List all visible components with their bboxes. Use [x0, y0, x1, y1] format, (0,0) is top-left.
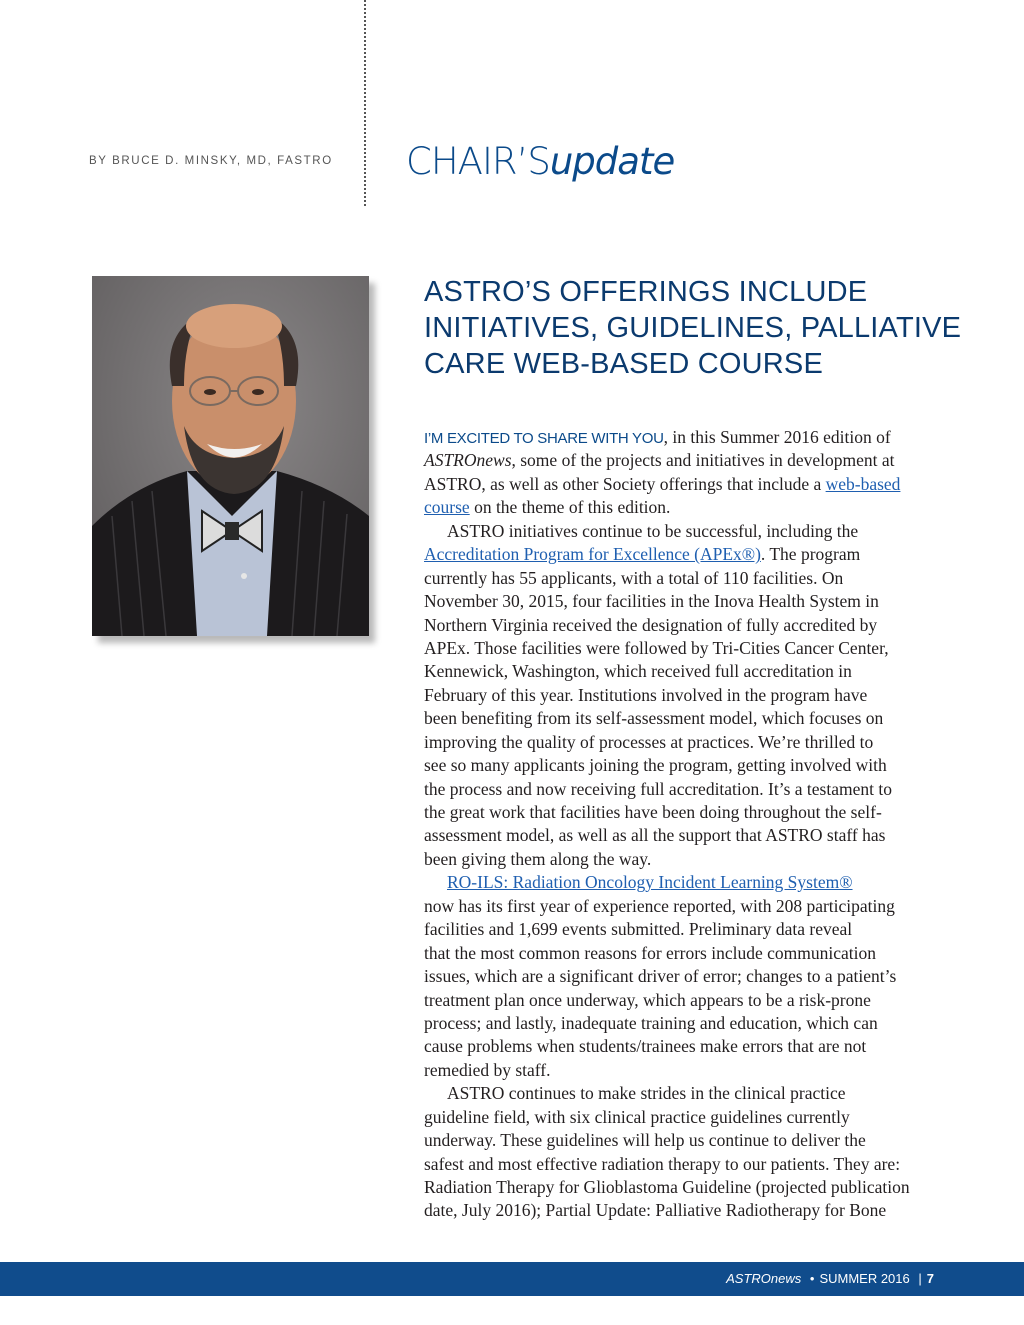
author-photo	[92, 276, 369, 636]
lead-in: I’M EXCITED TO SHARE WITH YOU	[424, 430, 664, 447]
body-line: been giving them along the way.	[424, 848, 652, 869]
body-line: Kennewick, Washington, which received full accreditation in	[424, 661, 852, 682]
body-line: treatment plan once underway, which appears to be a risk-prone	[424, 989, 871, 1010]
body-line	[424, 473, 944, 496]
body-line	[424, 426, 944, 449]
headline-line-3: CARE WEB-BASED COURSE	[424, 348, 823, 380]
footer-text	[726, 1271, 934, 1286]
body-line: February of this year. Institutions involved in the program have	[424, 684, 868, 705]
apex-link[interactable]: Accreditation Program for Excellence (APEx®)	[424, 544, 761, 565]
footer-bar	[0, 1262, 1024, 1296]
body-line: improving the quality of processes at practices. We’re thrilled to	[424, 731, 874, 752]
body-line: issues, which are a significant driver of error; changes to a patient’s	[424, 966, 897, 987]
body-line: been benefiting from its self-assessment model, which focuses on	[424, 708, 884, 729]
body-text: , in this Summer 2016 edition of	[663, 427, 891, 447]
body-line: Radiation Therapy for Glioblastoma Guideline (projected publication	[424, 1177, 910, 1197]
body-text: . The program	[760, 544, 861, 565]
body-line: underway. These guidelines will help us continue to deliver the	[424, 1130, 866, 1151]
body-line: the process and now receiving full accreditation. It’s a testament to	[424, 778, 892, 799]
footer-issue: SUMMER 2016	[819, 1271, 910, 1286]
publication-name: ASTROnews	[424, 450, 512, 471]
body-line	[424, 449, 944, 472]
article-body	[424, 426, 944, 1223]
body-line	[424, 496, 944, 519]
web-based-course-link-cont[interactable]: course	[424, 497, 470, 518]
article-headline	[424, 274, 964, 382]
header-divider	[364, 0, 366, 206]
ro-ils-link[interactable]: RO-ILS: Radiation Oncology Incident Learning System®	[447, 872, 853, 893]
body-text: , some of the projects and initiatives in development at	[511, 450, 895, 471]
body-line: currently has 55 applicants, with a total of 110 facilities. On	[424, 567, 844, 588]
body-line: now has its first year of experience reported, with 208 participating	[424, 895, 895, 916]
body-line: APEx. Those facilities were followed by Tri-Cities Cancer Center,	[424, 637, 889, 658]
body-line: the great work that facilities have been doing throughout the self-	[424, 802, 882, 822]
body-line: cause problems when students/trainees make errors that are not	[424, 1036, 867, 1057]
footer-pipe: |	[918, 1271, 922, 1286]
body-line: ASTRO initiatives continue to be successful, including the	[447, 520, 859, 541]
body-text: on the theme of this edition.	[469, 497, 671, 518]
body-line	[424, 871, 944, 894]
body-line: ASTRO continues to make strides in the clinical practice	[447, 1083, 846, 1104]
footer-publication: ASTROnews	[726, 1271, 802, 1286]
body-line: facilities and 1,699 events submitted. Preliminary data reveal	[424, 919, 853, 940]
body-line: that the most common reasons for errors include communication	[424, 942, 876, 963]
body-line: safest and most effective radiation therapy to our patients. They are:	[424, 1153, 901, 1174]
section-title-main: CHAIR’S	[406, 140, 550, 183]
body-line	[424, 543, 944, 566]
author-portrait-image	[92, 276, 369, 636]
body-line: process; and lastly, inadequate training and education, which can	[424, 1012, 878, 1033]
section-title	[406, 140, 674, 183]
body-line: November 30, 2015, four facilities in the Inova Health System in	[424, 591, 879, 612]
body-line: see so many applicants joining the program, getting involved with	[424, 755, 887, 776]
section-title-emphasis: update	[549, 140, 675, 183]
body-line: guideline field, with six clinical practice guidelines currently	[424, 1106, 850, 1127]
headline-line-1: ASTRO’S OFFERINGS INCLUDE	[424, 276, 868, 308]
body-line: remedied by staff.	[424, 1059, 551, 1080]
headline-line-2: INITIATIVES, GUIDELINES, PALLIATIVE	[424, 312, 962, 344]
body-text: ASTRO, as well as other Society offerings that include a	[424, 473, 826, 494]
page-number: 7	[926, 1271, 934, 1286]
body-line: Northern Virginia received the designation of fully accredited by	[424, 614, 878, 635]
footer-bullet: •	[809, 1271, 815, 1286]
web-based-course-link[interactable]: web-based	[825, 473, 901, 494]
byline: BY BRUCE D. MINSKY, MD, FASTRO	[89, 155, 333, 167]
body-line: assessment model, as well as all the support that ASTRO staff has	[424, 825, 886, 846]
body-line: date, July 2016); Partial Update: Palliative Radiotherapy for Bone	[424, 1200, 887, 1221]
